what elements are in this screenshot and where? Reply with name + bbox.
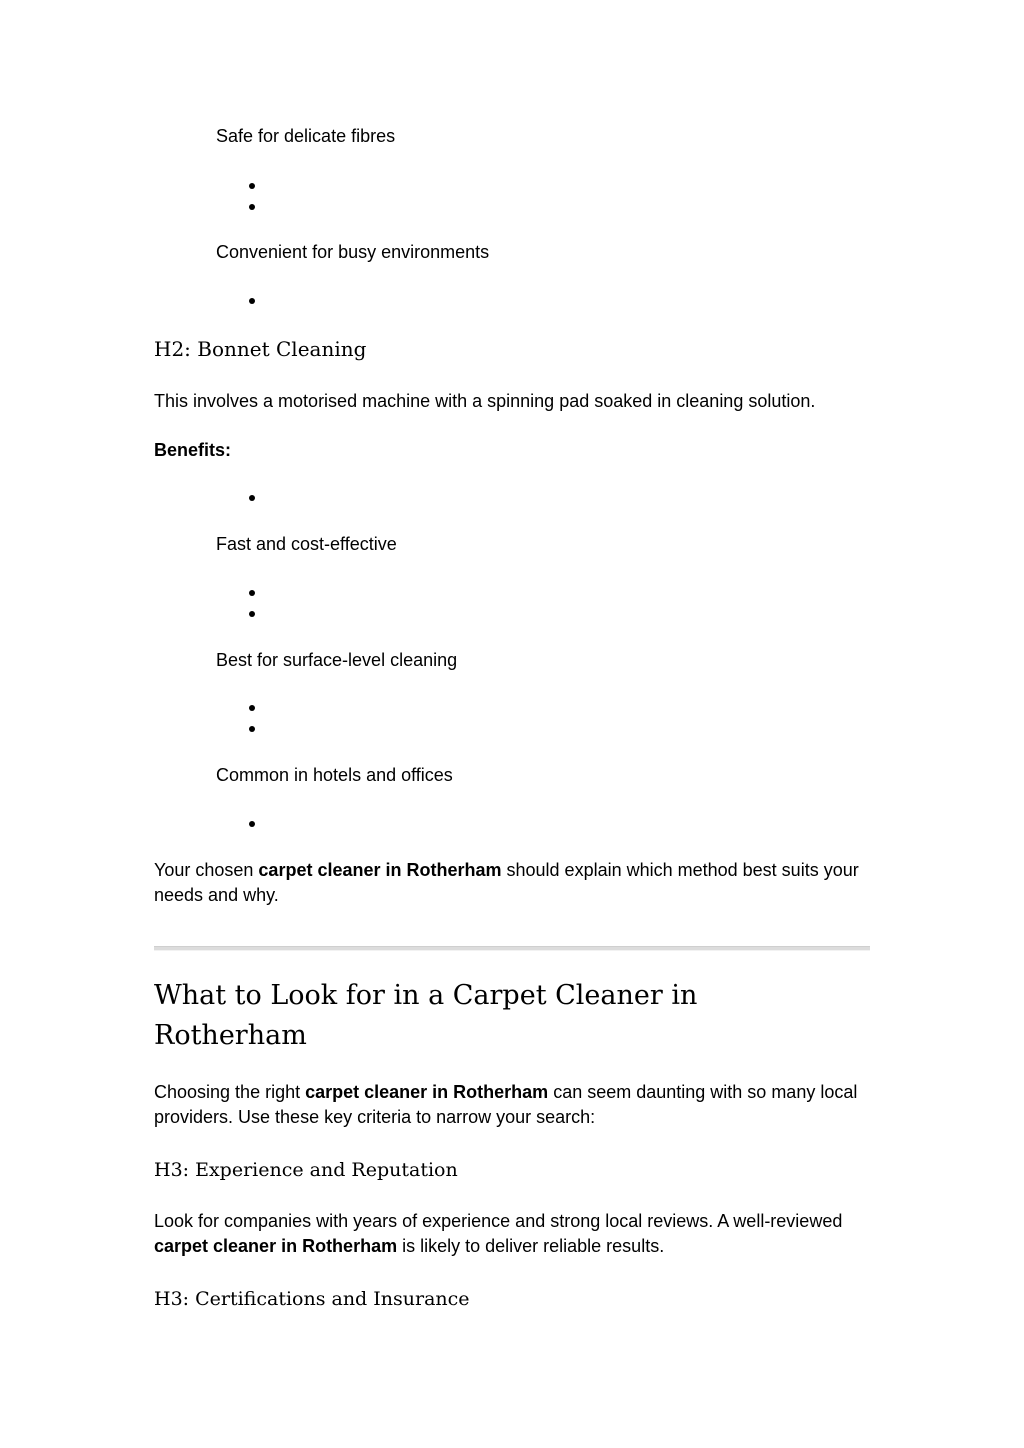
bonnet-intro: This involves a motorised machine with a spinning pad soaked in cleaning solution. [154,391,816,411]
closing-text: Your chosen [154,860,259,880]
section-intro-bold-keyword: carpet cleaner in Rotherham [305,1082,549,1102]
experience-paragraph [154,1209,854,1259]
bullet-icon [249,298,255,304]
experience-bold-keyword: carpet cleaner in Rotherham [154,1236,398,1256]
heading-experience-reputation: H3: Experience and Reputation [154,1159,458,1181]
benefits-label: Benefits: [154,440,232,460]
experience-text-end: is likely to deliver reliable results. [397,1236,665,1256]
closing-bold-keyword: carpet cleaner in Rotherham [258,860,502,880]
list-item-fast: Fast and cost-effective [216,534,397,554]
list-item-convenient: Convenient for busy environments [216,242,490,262]
section-intro-text-end: can seem daunting with so many local providers. Use these key criteria to narrow your search: [154,1082,858,1127]
heading-certifications-insurance: H3: Certifications and Insurance [154,1288,470,1310]
bullet-icon [249,611,255,617]
bullet-icon [249,821,255,827]
bullet-icon [249,705,255,711]
list-item-hotels-offices: Common in hotels and offices [216,765,453,785]
bullet-icon [249,590,255,596]
section-intro [154,1080,870,1130]
heading-bonnet-cleaning: H2: Bonnet Cleaning [154,337,367,361]
section-title: What to Look for in a Carpet Cleaner in Rotherham [154,980,698,1051]
closing-text-end: should explain which method best suits your needs and why. [154,860,859,905]
bullet-icon [249,495,255,501]
list-item-safe-fibres: Safe for delicate fibres [216,126,396,146]
section-intro-text: Choosing the right [154,1082,306,1102]
list-item-surface-level: Best for surface-level cleaning [216,650,458,670]
bullet-icon [249,204,255,210]
closing-paragraph [154,858,870,908]
bullet-icon [249,726,255,732]
horizontal-divider [154,946,870,951]
experience-text: Look for companies with years of experience and strong local reviews. A well-reviewed [154,1211,843,1231]
bullet-icon [249,183,255,189]
